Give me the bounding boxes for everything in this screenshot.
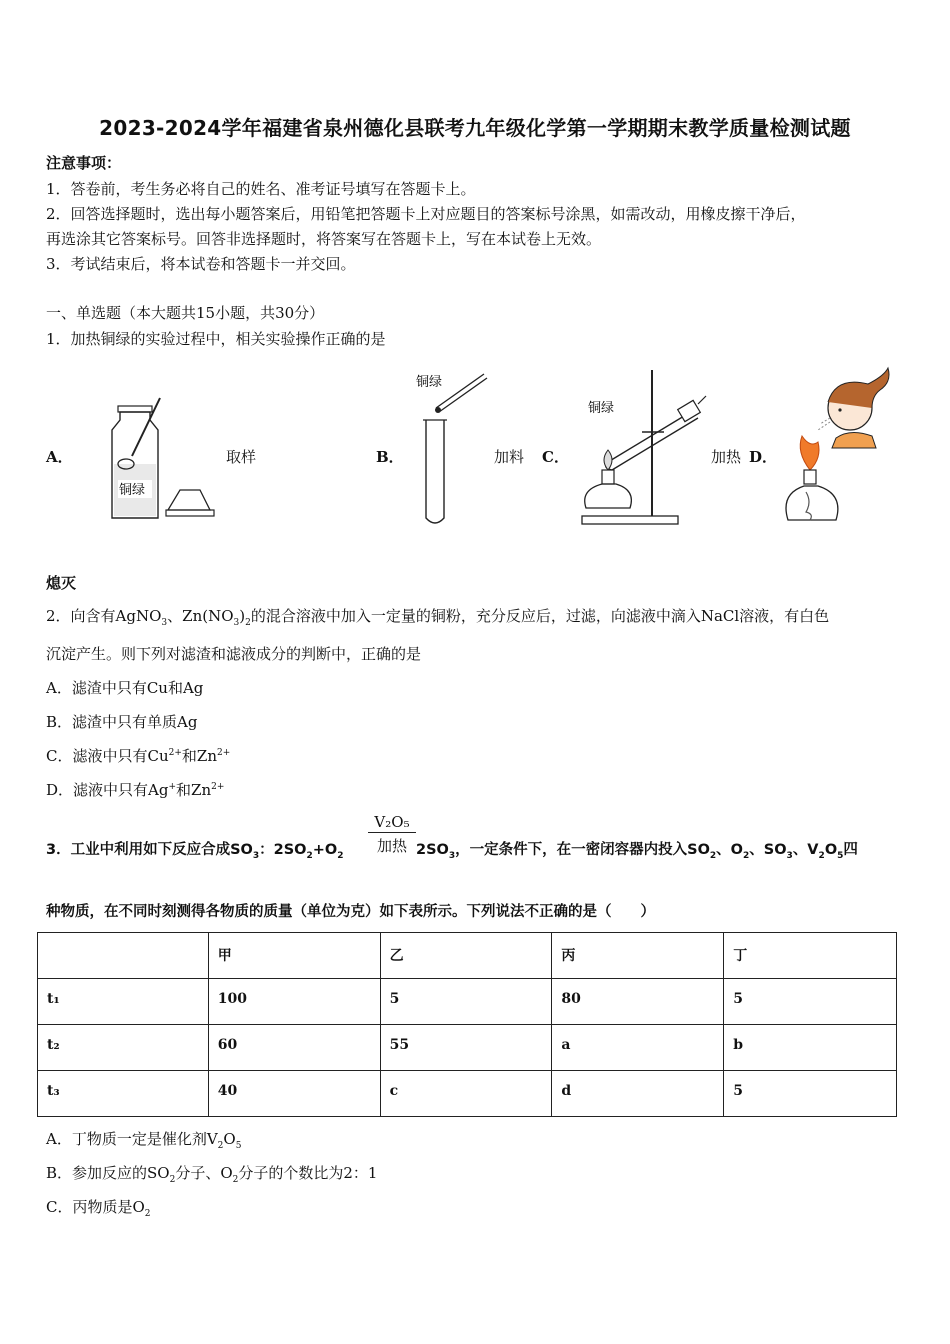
table-row (38, 1071, 897, 1117)
notice-item: 2．回答选择题时，选出每小题答案后，用铅笔把答题卡上对应题目的答案标号涂黑，如需改动，用橡皮擦干净后， (46, 205, 806, 223)
table-cell: 5 (724, 979, 897, 1025)
table-row (38, 979, 897, 1025)
table-header-row (38, 933, 897, 979)
q3-stem-part2: $2SO_3$，一定条件下，在一密闭容器内投入$SO_2$、$O_2$、$SO_3$、$V_2O_5$四 (416, 842, 858, 861)
q2-option-b: B．滤渣中只有单质Ag (46, 713, 198, 731)
table-cell: c (380, 1071, 552, 1117)
q2-stem: 2．向含有AgNO$_3$、$Zn(NO_3)_2$的混合溶液中加入一定量的铜粉，充分反应后，过滤，向滤液中滴入NaCl溶液，有白色 (46, 607, 830, 628)
q3-stem-line2: 种物质，在不同时刻测得各物质的质量（单位为克）如下表所示。下列说法不正确的是（ ） (46, 904, 655, 920)
figure-label: 铜绿 (416, 375, 443, 390)
table-cell: d (552, 1071, 724, 1117)
table-cell: 5 (724, 1071, 897, 1117)
section-heading: 一、单选题（本大题共15小题，共30分） (46, 304, 325, 322)
catalyst-label: V₂O₅ (368, 813, 416, 833)
table-cell: 40 (208, 1071, 380, 1117)
heating-label: 加热 (376, 837, 407, 855)
page-title: 2023-2024学年福建省泉州德化县联考九年级化学第一学期期末教学质量检测试题 (99, 116, 851, 140)
table-cell: 80 (552, 979, 724, 1025)
q2-option-d: D．滤液中只有Ag+和$Zn^{2+}$ (46, 781, 225, 799)
table-cell: 55 (380, 1025, 552, 1071)
figure-label: 铜绿 (119, 483, 146, 498)
notice-heading: 注意事项： (46, 154, 122, 172)
table-cell: 100 (208, 979, 380, 1025)
table-cell: 5 (380, 979, 552, 1025)
q1-option-c-label: C． (542, 448, 569, 466)
q2-stem-line2: 沉淀产生。则下列对滤渣和滤液成分的判断中，正确的是 (46, 645, 422, 663)
mass-table (37, 932, 897, 1117)
table-cell: a (552, 1025, 724, 1071)
figure-d-extinguish (780, 362, 894, 528)
table-cell: t₃ (38, 1071, 209, 1117)
table-cell (38, 933, 209, 979)
figure-c-heating (572, 366, 712, 528)
q3-stem-part1: 3．工业中利用如下反应合成$SO_3$：$2SO_2+O_2$ (46, 842, 344, 861)
q2-option-c: C．滤液中只有$Cu^{2+}$和$Zn^{2+}$ (46, 747, 231, 765)
q3-option-a: A．丁物质一定是催化剂$V_2O_5$ (46, 1130, 242, 1151)
table-cell: b (724, 1025, 897, 1071)
table-cell: 丙 (552, 933, 724, 979)
table-cell: 乙 (380, 933, 552, 979)
figure-a-sampling (100, 392, 220, 522)
q2-option-a: A．滤渣中只有Cu和Ag (46, 679, 204, 697)
table-cell: 甲 (208, 933, 380, 979)
figure-b-adding (412, 368, 492, 530)
notice-item: 再选涂其它答案标号。回答非选择题时，将答案写在答题卡上，写在本试卷上无效。 (46, 230, 602, 248)
q1-option-a-text: 取样 (226, 448, 257, 466)
q3-option-c: C．丙物质是$O_2$ (46, 1198, 151, 1219)
q1-option-d-text: 熄灭 (46, 574, 77, 592)
q1-option-b-label: B． (376, 448, 404, 466)
reaction-condition (368, 813, 416, 856)
q3-option-b: B．参加反应的$SO_2$分子、$O_2$分子的个数比为2：1 (46, 1164, 378, 1185)
table-cell: 60 (208, 1025, 380, 1071)
figure-label: 铜绿 (588, 401, 615, 416)
q1-option-b-text: 加料 (494, 448, 525, 466)
table-cell: t₁ (38, 979, 209, 1025)
notice-item: 1．答卷前，考生务必将自己的姓名、准考证号填写在答题卡上。 (46, 180, 476, 198)
q1-stem: 1．加热铜绿的实验过程中，相关实验操作正确的是 (46, 330, 386, 348)
q1-option-d-label: D． (749, 448, 778, 466)
notice-item: 3．考试结束后，将本试卷和答题卡一并交回。 (46, 255, 356, 273)
table-cell: t₂ (38, 1025, 209, 1071)
q1-option-a-label: A． (46, 448, 73, 466)
table-cell: 丁 (724, 933, 897, 979)
q1-option-c-text: 加热 (711, 448, 742, 466)
table-row (38, 1025, 897, 1071)
